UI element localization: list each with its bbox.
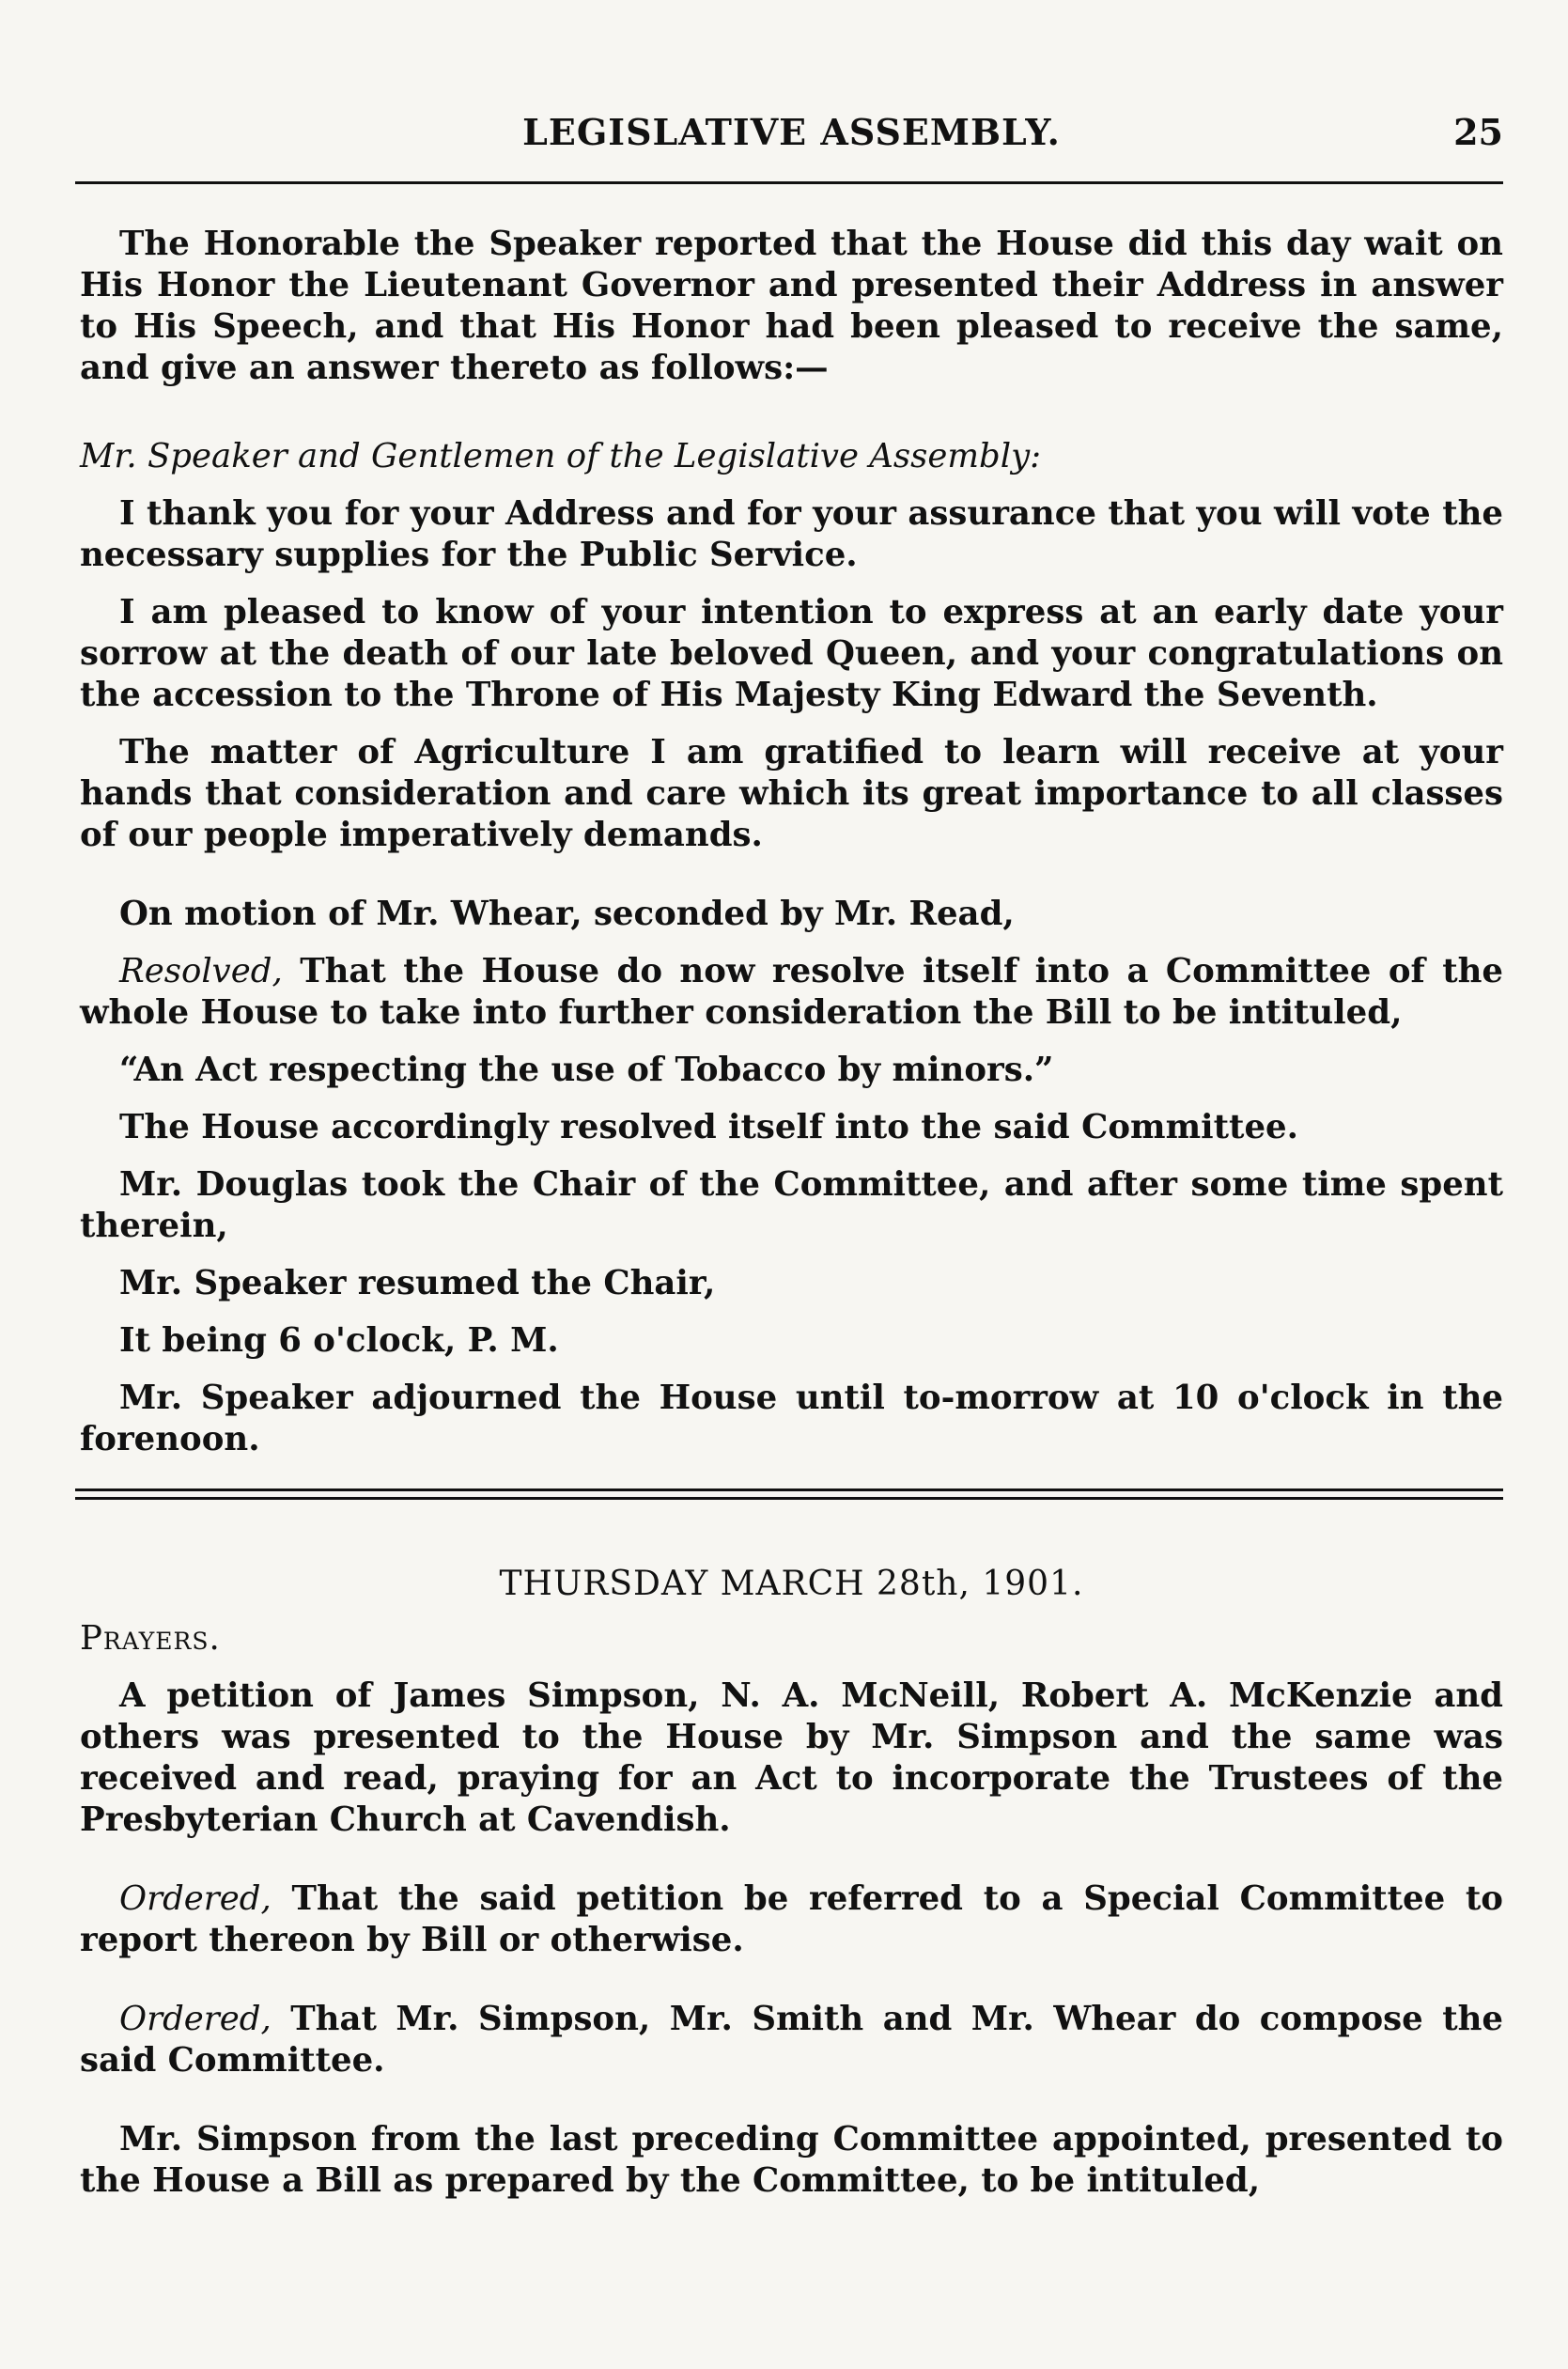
time-paragraph: It being 6 o'clock, P. M. [119,1321,559,1360]
order-referral-paragraph [80,1878,1503,1961]
order-composition-text: That Mr. Simpson, Mr. Smith and Mr. Whear do compose the said Committee. [80,2000,1503,2080]
order-composition-paragraph [80,1999,1503,2081]
resolution-paragraph [80,951,1503,1034]
header-rule [75,181,1503,184]
section-divider [75,1488,1503,1500]
speaker-resumed-paragraph: Mr. Speaker resumed the Chair, [119,1264,716,1302]
running-title: LEGISLATIVE ASSEMBLY. [522,111,1061,153]
address-salutation: Mr. Speaker and Gentlemen of the Legislative Assembly: [80,437,1042,475]
page-body [80,224,1503,2202]
bill-presentation-paragraph: Mr. Simpson from the last preceding Committee appointed, presented to the House a Bill as prepared by the Committee, to be intituled, [80,2120,1503,2200]
ordered-label: Ordered, [119,2000,272,2038]
prayers-heading: Prayers. [80,1619,221,1658]
speaker-report-paragraph: The Honorable the Speaker reported that the House did this day wait on His Honor the Lieutenant Governor and presented their Address in answer to His Speech, and that His Honor had been pleased to receive the same, and give an answer thereto as follows:— [80,225,1503,387]
motion-paragraph: On motion of Mr. Whear, seconded by Mr. Read, [119,895,1015,933]
ordered-label: Ordered, [119,1879,272,1918]
reply-paragraph-supplies: I thank you for your Address and for your assurance that you will vote the necessary supplies for the Public Service. [80,494,1503,574]
reply-paragraph-agriculture: The matter of Agriculture I am gratified to learn will receive at your hands that consideration and care which its great importance to all classes of our people imperatively demands. [80,733,1503,854]
adjournment-paragraph: Mr. Speaker adjourned the House until to-morrow at 10 o'clock in the forenoon. [80,1379,1503,1458]
order-referral-text: That the said petition be referred to a Special Committee to report thereon by Bill or otherwise. [80,1879,1503,1959]
bill-title: “An Act respecting the use of Tobacco by minors.” [119,1051,1054,1089]
committee-paragraph: The House accordingly resolved itself into the said Committee. [119,1108,1298,1146]
resolution-text: That the House do now resolve itself into a Committee of the whole House to take into further consideration the Bill to be intituled, [80,952,1503,1032]
running-head [80,111,1503,167]
chair-paragraph: Mr. Douglas took the Chair of the Committee, and after some time spent therein, [80,1165,1503,1245]
date-heading: THURSDAY MARCH 28th, 1901. [499,1565,1084,1603]
reply-paragraph-queen: I am pleased to know of your intention to express at an early date your sorrow at the death of our late beloved Queen, and your congratulations on the accession to the Throne of His Majesty King Edward the Seventh. [80,593,1503,714]
resolved-label: Resolved, [119,952,283,990]
page-number: 25 [1453,111,1503,153]
petition-paragraph: A petition of James Simpson, N. A. McNeill, Robert A. McKenzie and others was presented to the House by Mr. Simpson and the same was received and read, praying for an Act to incorporate the Trustees of the Presbyterian Church at Cavendish. [80,1676,1503,1839]
